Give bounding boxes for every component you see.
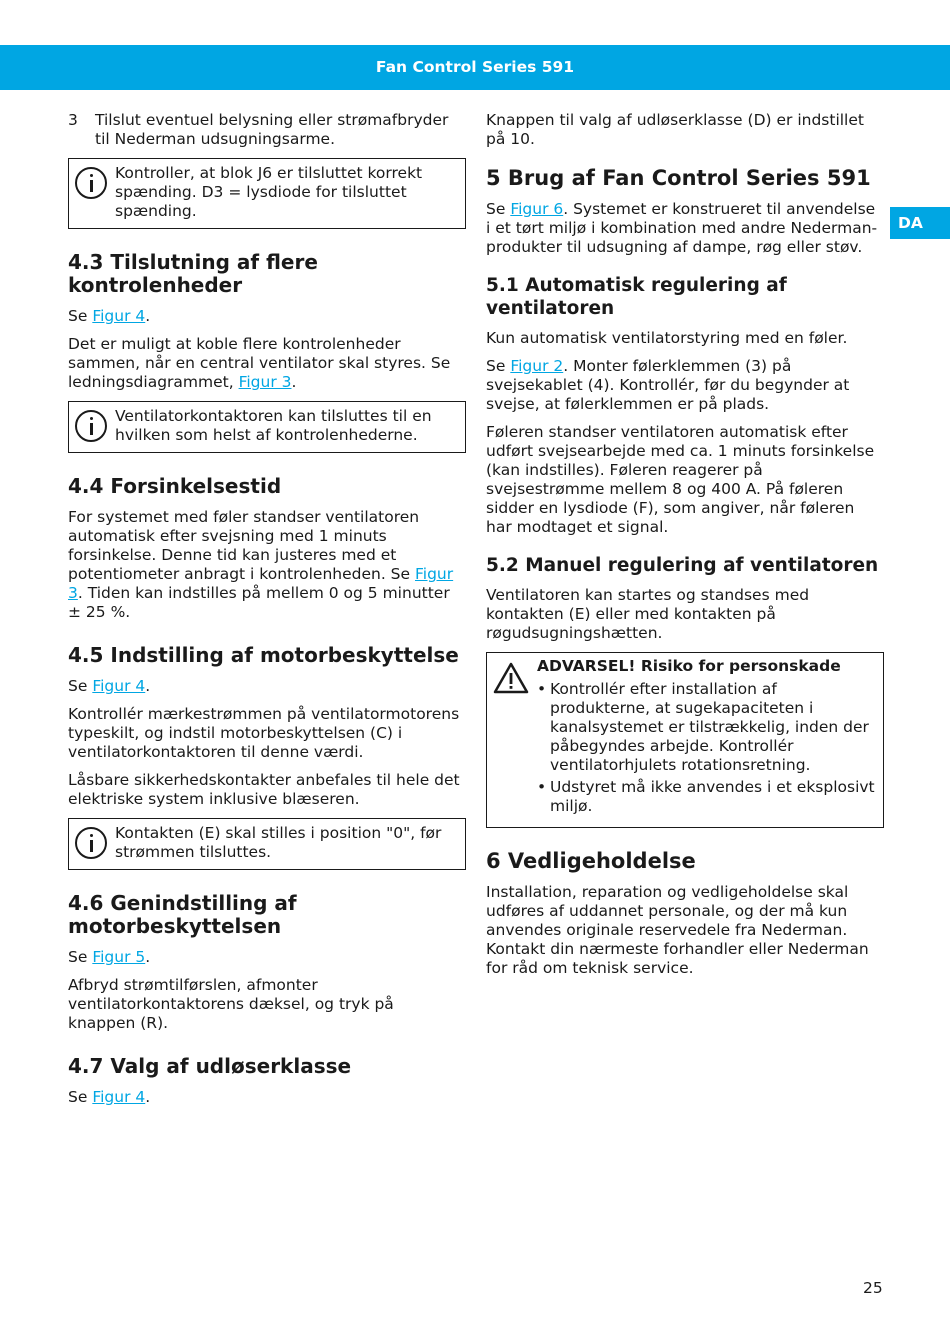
- warning-list: [537, 680, 875, 816]
- left-column: [68, 111, 466, 1116]
- info-note: [68, 818, 466, 870]
- paragraph: For systemet med føler standser ventilatoren automatisk efter svejsning med 1 minuts forsinkelse. Denne tid kan justeres med et potentiometer anbragt i kontrolenheden. Se Figur 3. Tiden kan indstilles på mellem 0 og 5 minutter ± 25 %.: [68, 508, 454, 621]
- step-number: 3: [68, 111, 78, 129]
- section-heading-4-7: 4.7 Valg af udløserklasse: [68, 1054, 352, 1078]
- info-icon: [75, 827, 107, 859]
- paragraph: Føleren standser ventilatoren automatisk efter udført svejsearbejde med ca. 1 minuts forsinkelse (kan indstilles). Føleren reagerer på svejsestrømme mellem 8 og 400 A. På føleren sidder en lysdiode (F), som angiver, når føleren har modtaget et signal.: [486, 423, 875, 536]
- note-text: Kontakten (E) skal stilles i position "0", før strømmen tilsluttes.: [115, 824, 442, 861]
- warning-triangle-icon: [493, 662, 529, 694]
- section-heading-4-5: 4.5 Indstilling af motorbeskyttelse: [68, 643, 459, 667]
- section-heading-4-6: 4.6 Genindstilling af motorbeskyttelsen: [68, 891, 297, 938]
- warning-content: [537, 657, 875, 819]
- paragraph: Det er muligt at koble flere kontrolenheder sammen, når en central ventilator skal styres. Se ledningsdiagrammet, Figur 3.: [68, 335, 451, 391]
- figure-link[interactable]: Figur 4: [92, 1088, 146, 1106]
- info-note: [68, 158, 466, 229]
- list-item: • Kontrollér efter installation af produkterne, at sugekapaciteten i kanalsystemet er tilstrækkelig, inden der påbegyndes arbejde. Kontrollér ventilatorhjulets rotationsretning.: [537, 680, 869, 774]
- section-heading-5-1: 5.1 Automatisk regulering af ventilatoren: [486, 275, 787, 319]
- paragraph: Kun automatisk ventilatorstyring med en føler.: [486, 329, 848, 347]
- right-column: [486, 111, 884, 987]
- paragraph: Låsbare sikkerhedskontakter anbefales til hele det elektriske system inklusive blæseren.: [68, 771, 460, 808]
- note-text: Kontroller, at blok J6 er tilsluttet korrekt spænding. D3 = lysdiode for tilsluttet spænding.: [115, 164, 423, 220]
- section-heading-4-3: 4.3 Tilslutning af flere kontrolenheder: [68, 250, 318, 297]
- info-note: [68, 401, 466, 453]
- see-figure-line: Se Figur 4.: [68, 307, 151, 325]
- section-heading-5-2: 5.2 Manuel regulering af ventilatoren: [486, 555, 879, 576]
- section-heading-5: 5 Brug af Fan Control Series 591: [486, 166, 871, 190]
- section-heading-4-4: 4.4 Forsinkelsestid: [68, 474, 282, 498]
- see-figure-line: Se Figur 4.: [68, 677, 151, 695]
- list-item: • Udstyret må ikke anvendes i et eksplosivt miljø.: [537, 778, 875, 815]
- step-item: [68, 111, 466, 149]
- see-figure-line: Se Figur 4.: [68, 1088, 151, 1106]
- section-heading-6: 6 Vedligeholdelse: [486, 849, 696, 873]
- paragraph: Ventilatoren kan startes og standses med kontakten (E) eller med kontakten på røgudsugningshætten.: [486, 586, 810, 642]
- warning-box: [486, 652, 884, 828]
- info-icon: [75, 167, 107, 199]
- bullet-icon: •: [537, 778, 547, 796]
- paragraph: Se Figur 6. Systemet er konstrueret til anvendelse i et tørt miljø i kombination med andre Nederman-produkter til udsugning af dampe, røg eller støv.: [486, 200, 878, 256]
- paragraph: Kontrollér mærkestrømmen på ventilatormotorens typeskilt, og indstil motorbeskyttelsen (C) i ventilatorkontaktoren til denne værdi.: [68, 705, 460, 761]
- figure-link[interactable]: Figur 5: [92, 948, 146, 966]
- document-title: Fan Control Series 591: [375, 58, 575, 76]
- paragraph: Se Figur 2. Monter følerklemmen (3) på svejsekablet (4). Kontrollér, før du begynder at svejse, at følerklemmen er på plads.: [486, 357, 850, 413]
- header-banner: [0, 45, 950, 90]
- bullet-icon: •: [537, 680, 547, 698]
- note-text: Ventilatorkontaktoren kan tilsluttes til en hvilken som helst af kontrolenhederne.: [115, 407, 432, 444]
- paragraph: Installation, reparation og vedligeholdelse skal udføres af uddannet personale, og der må kun anvendes originale reservedele fra Nederman. Kontakt din nærmeste forhandler eller Nederman for råd om teknisk service.: [486, 883, 869, 977]
- paragraph: Afbryd strømtilførslen, afmonter ventilatorkontaktorens dæksel, og tryk på knappen (R).: [68, 976, 394, 1032]
- language-tab: DA: [890, 207, 950, 239]
- figure-link[interactable]: Figur 6: [510, 200, 564, 218]
- figure-link[interactable]: Figur 4: [92, 307, 146, 325]
- page-number: 25: [863, 1279, 883, 1297]
- info-icon: [75, 410, 107, 442]
- see-figure-line: Se Figur 5.: [68, 948, 151, 966]
- figure-link[interactable]: Figur 4: [92, 677, 146, 695]
- figure-link[interactable]: Figur 3: [68, 565, 454, 602]
- paragraph: Knappen til valg af udløserklasse (D) er indstillet på 10.: [486, 111, 864, 148]
- figure-link[interactable]: Figur 3: [238, 373, 292, 391]
- step-text: Tilslut eventuel belysning eller strømafbryder til Nederman udsugningsarme.: [95, 111, 449, 148]
- warning-title: ADVARSEL! Risiko for personskade: [537, 657, 841, 675]
- figure-link[interactable]: Figur 2: [510, 357, 564, 375]
